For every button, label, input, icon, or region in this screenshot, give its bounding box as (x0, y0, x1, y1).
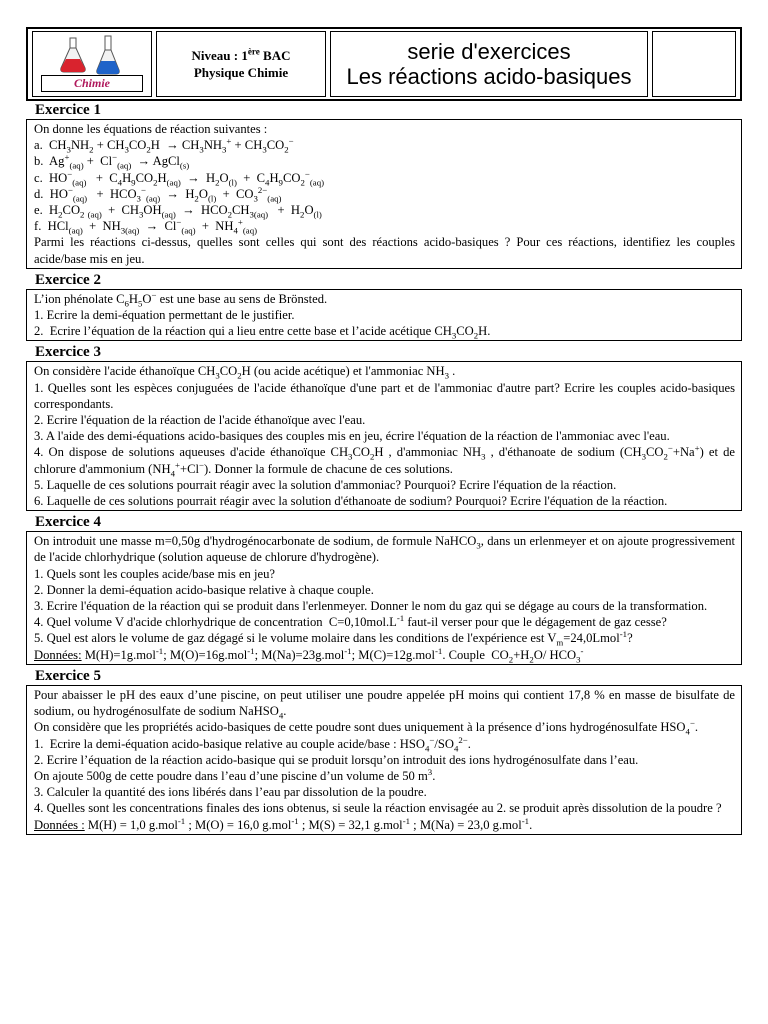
exercise-5-box (26, 685, 742, 835)
level-text: Niveau : 1ère BAC (191, 46, 291, 63)
logo-label: Chimie (41, 75, 143, 92)
worksheet-page (26, 27, 742, 835)
exercise-5-q3: 3. Calculer la quantité des ions libérés dans l’eau par dissolution de la poudre. (34, 785, 427, 800)
exercise-4-title: Exercice 4 (35, 514, 101, 531)
equation-f: f. $HCl_{(aq)} + NH_{3(aq)} \to Cl^-_{(aq)} + NH_4^+_{(aq)}$ (34, 217, 258, 236)
exercise-5-statement: On ajoute 500g de cette poudre dans l’eau d’une piscine d’un volume de 50 $m^3$. (34, 766, 436, 783)
logo-cell (32, 31, 152, 97)
exercise-2-q1: 1. Ecrire la demi-équation permettant de le justifier. (34, 308, 295, 323)
equation-e: e. $H_2CO_2$ $_{(aq)} + CH_3OH_{(aq)} \to HCO_2CH_{3(aq)} + H_2O_{(l)}$ (34, 203, 322, 220)
exercise-3-q2: 2. Ecrire l'équation de la réaction de l'acide éthanoïque avec l'eau. (34, 413, 366, 428)
exercise-4-q5: 5. Quel est alors le volume de gaz dégagé si le volume molaire dans les conditions de l'expérience est $V_m=24,0Lmol^{-1}$? (34, 629, 633, 648)
exercise-4-q3: 3. Ecrire l'équation de la réaction qui se produit dans l'erlenmeyer. Donner le nom du gaz qui se dégage au cours de la transformation. (34, 599, 708, 614)
exercise-4-data: Données: M(H)=1g.mol$^{-1}$; M(O)=16g.mol$^{-1}$; M(Na)=23g.mol$^{-1}$; M(C)=12g.mol$^{-1}$. Couple $CO_2+H_2O/$ $HCO_3^-$ (34, 645, 584, 665)
equation-a: a. $CH_3NH_2 + CH_3CO_2H \to CH_3NH_3^+ + CH_3CO_2^-$ (34, 136, 294, 155)
exercise-5-q1: 1. Ecrire la demi-équation acido-basique relative au couple acide/base : $HSO_4^-/SO_4^{2-}$. (34, 734, 471, 754)
series-title: serie d'exercices (407, 39, 571, 64)
exercise-3-intro: On considère l'acide éthanoïque $CH_3CO_2H$ (ou acide acétique) et l'ammoniac $NH_3$ . (34, 364, 456, 381)
exercise-5-q4: 4. Quelles sont les concentrations finales des ions obtenus, si seule la réaction envisagée au 2. se produit après dissolution de la poudre ? (34, 801, 722, 816)
exercise-4-q4: 4. Quel volume V d'acide chlorhydrique de concentration $C=0,10mol.L^{-1}$ faut-il verser pour que le dégagement de gaz cesse? (34, 613, 667, 630)
topic-title: Les réactions acido-basiques (346, 64, 632, 89)
exercise-5-data: Données : M(H) = 1,0 g.mol$^{-1}$ ; M(O) = 16,0 g.mol$^{-1}$ ; M(S) = 32,1 g.mol$^{-1}$ ; M(Na) = 23,0 g.mol$^{-1}$. (34, 815, 533, 832)
exercise-3-q1: 1. Quelles sont les espèces conjuguées de l'acide éthanoïque d'une part et de l'ammoniac d'autre part? Ecrire les couples acido-basiques correspondants. (34, 380, 735, 411)
exercise-2-title: Exercice 2 (35, 271, 101, 288)
exercise-4-intro: On introduit une masse m=0,50g d'hydrogénocarbonate de sodium, de formule NaHCO$_3$, dans un erlenmeyer et on ajoute progressivement de l'acide chlorhydrique (solution aqueuse de chlorure d'hydrogène). (34, 534, 735, 565)
exercise-4-q2: 2. Donner la demi-équation acido-basique relative à chaque couple. (34, 582, 374, 597)
title-cell (330, 31, 648, 97)
exercise-1-intro: On donne les équations de réaction suivantes : (34, 122, 268, 136)
equation-d: d. $HO^-_{(aq)} + HCO_3^-_{(aq)} \to H_2O_{(l)} + CO_3^{2-}_{(aq)}$ (34, 184, 282, 204)
exercise-5-context: On considère que les propriétés acido-basiques de cette poudre sont dues uniquement à la présence d’ions hydrogénosulfate $HSO_4^-$. (34, 718, 699, 737)
exercise-3-q4: 4. On dispose de solutions aqueuses d'acide éthanoïque $CH_3CO_2H$ , d'ammoniac $NH_3$ , d'éthanoate de sodium $(CH_3CO_2^-+Na^+)$ et de chlorure d'ammonium $(NH_4^++Cl^-)$. Donner la formule de chacune de ces solutions. (34, 443, 735, 479)
exercise-5-intro: Pour abaisser le pH des eaux d’une piscine, on peut utiliser une poudre appelée pH moins qui contient 17,8 % en masse de bisulfate de sodium, ou hydrogénosulfate de sodium NaHSO$_4$. (34, 687, 735, 721)
exercise-2-q2: 2. Ecrire l’équation de la réaction qui a lieu entre cette base et l’acide acétique $CH_3CO_2H$. (34, 324, 491, 341)
exercise-3-q5: 5. Laquelle de ces solutions pourrait réagir avec la solution d'ammoniac? Pourquoi? Ecrire l'équation de la réaction. (34, 477, 617, 492)
exercise-2-box (26, 289, 742, 342)
exercise-3-title: Exercice 3 (35, 344, 101, 361)
blue-flask-icon (97, 36, 119, 74)
exercise-3-q6: 6. Laquelle de ces solutions pourrait réagir avec la solution d'éthanoate de sodium? Pourquoi? Ecrire l'équation de la réaction. (34, 494, 668, 509)
equation-b: b. $Ag^+_{(aq)} + Cl^-_{(aq)}$ → AgCl$_{(s)}$ (34, 152, 190, 171)
level-cell (156, 31, 326, 97)
exercise-2-intro: L’ion phénolate $C_6H_5O^-$ est une base au sens de Brönsted. (34, 289, 328, 309)
exercise-3-q3: 3. A l'aide des demi-équations acido-basiques des couples mis en jeu, écrire l'équation de la réaction de l'ammoniac avec l'eau. (34, 429, 670, 444)
exercise-1-box (26, 119, 742, 269)
exercise-1-question: Parmi les réactions ci-dessus, quelles sont celles qui sont des réactions acido-basiques ? Pour ces réactions, identifiez les couples acide/base mis en jeu. (34, 235, 735, 266)
exercise-3-box (26, 361, 742, 511)
equation-c: c. $HO^-_{(aq)} + C_4H_9CO_2H_{(aq)} \to H_2O_{(l)} + C_4H_9CO_2^-_{(aq)}$ (34, 168, 325, 188)
exercise-4-box (26, 531, 742, 665)
red-flask-icon (61, 38, 85, 72)
subject-text: Physique Chimie (193, 65, 289, 80)
exercise-1-title: Exercice 1 (35, 102, 101, 118)
empty-cell (652, 31, 736, 97)
exercise-5-q2: 2. Ecrire l’équation de la réaction acido-basique qui se produit lorsqu’on introduit des ions hydrogénosulfate dans l’eau. (34, 752, 639, 767)
exercise-4-q1: 1. Quels sont les couples acide/base mis en jeu? (34, 566, 275, 581)
header-table (26, 27, 742, 101)
exercise-5-title: Exercice 5 (35, 667, 101, 684)
